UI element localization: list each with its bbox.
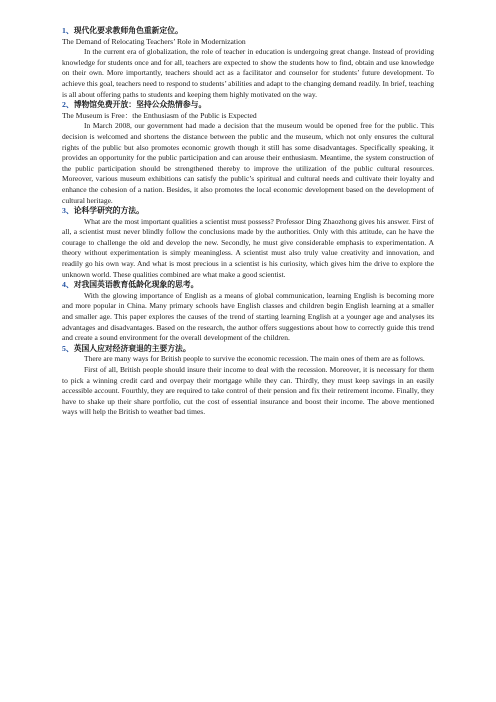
section-heading — [62, 344, 434, 355]
section-2 — [62, 100, 434, 206]
section-heading-text: 博物馆免费开放：坚持公众热情参与。 — [73, 100, 207, 110]
english-title: The Demand of Relocating Teachers’ Role in Modernization — [62, 36, 246, 46]
section-number: 1、 — [62, 26, 74, 35]
section-3 — [62, 206, 434, 280]
paragraph: With the glowing importance of English as a means of global communication, learning English is becoming more and more popular in China. Many primary schools have English classes and children begin English learning at a smaller and smaller age. This paper explores the causes of the trend of starting learning English at a younger age and analyses its advantages and disadvantages. Based on the research, the author offers suggestions about how to correctly guide this trend and create a sound environment for the overall development of the children. — [62, 290, 434, 343]
section-heading — [62, 206, 434, 217]
paragraph: What are the most important qualities a scientist must possess? Professor Ding Zhaozhong gives his answer. First of all, a scientist must never blindly follow the conclusions made by the authorities. Only with this attitude, can he have the courage to challenge the old and develop the new. Secondly, he must give considerable emphasis to experimentation. A theory without experimentation is simply meaningless. A scientist must also truly value creativity and innovation, and readily go his own way. And what is most precious in a scientist is his curiosity, which gives him the drive to explore the unknown world. These qualities combined are what make a good scientist. — [62, 216, 434, 279]
section-number: 3、 — [62, 206, 74, 216]
section-4 — [62, 280, 434, 344]
section-5 — [62, 344, 434, 418]
section-number: 4、 — [62, 280, 74, 290]
section-number: 5、 — [62, 343, 74, 353]
section-heading — [62, 280, 434, 291]
section-heading — [62, 100, 434, 111]
section-heading-text: 对我国英语教育低龄化现象的思考。 — [73, 280, 199, 290]
paragraph: There are many ways for British people to survive the economic recession. The main ones of them are as follows. — [84, 354, 425, 364]
section-1 — [62, 26, 434, 100]
paragraph: In the current era of globalization, the role of teacher in education is undergoing great change. Instead of providing knowledge for students once and for all, teachers are expected to show the students how to find, obtain and use knowledge on their own. More importantly, teachers should act as a facilitator and counselor for students’ future development. To achieve this goal, teachers need to respond to students’ abilities and adapt to the changing demand readily. In brief, teaching is all about offering paths to students and keeping them highly motivated on the way. — [62, 47, 434, 99]
english-title: The Museum is Free：the Enthusiasm of the Public is Expected — [62, 110, 257, 120]
paragraph: First of all, British people should insure their income to deal with the recession. Moreover, it is necessary for them to pick a winning credit card and overpay their mortgage while they can. Thirdly, they must keep savings in an easily accessible account. Fourthly, they are required to take control of their pension and fix their retirement income. Finally, they have to shake up their share portfolio, cut the cost of essential insurance and boost their income. The above mentioned ways will help the British to weather bad times. — [62, 365, 434, 417]
section-number: 2、 — [62, 100, 74, 110]
section-heading-text: 现代化要求教师角色重新定位。 — [73, 26, 183, 35]
section-heading-text: 英国人应对经济衰退的主要方法。 — [73, 343, 191, 353]
section-heading — [62, 26, 434, 37]
document-page — [62, 26, 434, 418]
paragraph: In March 2008, our government had made a decision that the museum would be opened free for the public. This decision is welcomed and shortens the distance between the public and the museum, which not only ensures the cultural rights of the public but also promotes economic growth though it still has some disadvantages. Specifically speaking, it provides an opportunity for the public participation and can arouse their enthusiasm. Meantime, the system construction of the public participation should be strengthened thereby to improve the utilization of the public cultural resources. Moreover, various museum exhibitions can satisfy the public’s spiritual and cultural needs and cultivate their loyalty and enhance the cohesion of a nation. Besides, it also promotes the local economic development based on the development of cultural heritage. — [62, 121, 434, 205]
section-heading-text: 论科学研究的方法。 — [73, 206, 144, 216]
